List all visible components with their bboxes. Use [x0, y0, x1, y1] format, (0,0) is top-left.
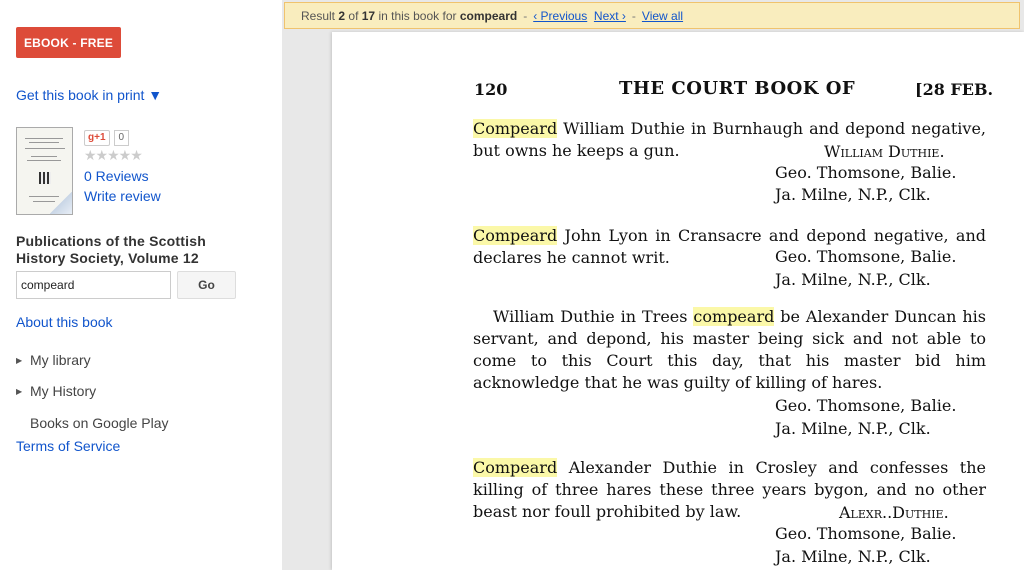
reviews-link[interactable]: 0 Reviews — [84, 168, 149, 184]
cover-emblem-icon — [39, 172, 51, 184]
books-on-google-play-link[interactable]: Books on Google Play — [30, 415, 169, 431]
signature-line: Ja. Milne, N.P., Clk. — [775, 270, 931, 289]
search-highlight: compeard — [693, 307, 775, 326]
triangle-right-icon: ▶ — [16, 355, 23, 365]
signature-line: Ja. Milne, N.P., Clk. — [775, 185, 931, 204]
search-in-book-input[interactable] — [16, 271, 171, 299]
entry-text: Alexander Duthie in Crosley and confesses the killing of three hares these three years bygon, and no other beast nor foull prohibited by law. — [473, 458, 986, 521]
write-review-link[interactable]: Write review — [84, 188, 161, 204]
google-plus-one[interactable] — [84, 130, 129, 146]
rating-stars-icon: ★★★★★ — [84, 147, 142, 163]
result-of: of — [348, 8, 359, 23]
google-plus-one-button[interactable]: g+1 — [84, 130, 110, 146]
running-title: THE COURT BOOK OF — [619, 78, 856, 99]
search-highlight: Compeard — [473, 226, 558, 245]
signature-line: Geo. Thomsone, Balie. — [775, 396, 957, 415]
get-book-in-print-link[interactable]: Get this book in print ▼ — [16, 87, 163, 103]
book-cover-thumbnail[interactable] — [16, 127, 73, 215]
my-history-item[interactable] — [16, 383, 96, 399]
signature-line: Ja. Milne, N.P., Clk. — [775, 547, 931, 566]
book-viewer[interactable] — [282, 0, 1024, 570]
result-query: compeard — [459, 8, 518, 23]
page-curl-icon — [50, 192, 72, 214]
result-middle: in this book for — [378, 8, 457, 23]
search-result-bar — [284, 2, 1020, 29]
terms-of-service-link[interactable]: Terms of Service — [16, 438, 121, 454]
signature-line: Geo. Thomsone, Balie. — [775, 163, 957, 182]
entry-text: William Duthie in Burnhaugh and depond negative, but owns he keeps a gun. — [473, 119, 986, 160]
sidebar — [0, 0, 282, 570]
page-number: 120 — [474, 80, 508, 99]
go-button[interactable]: Go — [177, 271, 236, 299]
triangle-right-icon: ▶ — [16, 386, 23, 396]
google-plus-one-count: 0 — [114, 130, 130, 146]
search-highlight: Compeard — [473, 119, 558, 138]
result-prefix: Result — [301, 8, 336, 23]
page-date: [28 FEB. — [915, 80, 994, 99]
my-library-label: My library — [30, 352, 91, 368]
entry-text: be Alexander Duncan his servant, and depond, his master being sick and not able to come to this Court this day, that his master bid him acknowledge that he was guilty of killing of hares. — [473, 307, 987, 392]
separator: - — [523, 8, 528, 23]
result-total: 17 — [361, 8, 376, 23]
result-current: 2 — [338, 8, 346, 23]
book-page — [332, 32, 1024, 570]
ebook-free-button[interactable]: EBOOK - FREE — [16, 27, 121, 58]
my-history-label: My History — [30, 383, 97, 399]
signature-line: William Duthie. — [824, 142, 945, 161]
separator: - — [631, 8, 636, 23]
signature-line: Geo. Thomsone, Balie. — [775, 524, 957, 543]
book-title: Publications of the Scottish History Society, Volume 12 — [16, 233, 206, 266]
about-this-book-link[interactable]: About this book — [16, 314, 113, 330]
next-result-link[interactable]: Next › — [593, 8, 626, 23]
signature-line: Geo. Thomsone, Balie. — [775, 247, 957, 266]
entry-text: William Duthie in Trees — [493, 307, 694, 326]
search-highlight: Compeard — [473, 458, 558, 477]
signature-line: Alexr..Duthie. — [839, 503, 949, 522]
entry-paragraph — [473, 306, 986, 394]
entry-text: John Lyon in Cransacre and depond negative, and declares he cannot writ. — [473, 226, 986, 267]
previous-result-link[interactable]: ‹ Previous — [533, 8, 588, 23]
signature-line: Ja. Milne, N.P., Clk. — [775, 419, 931, 438]
my-library-item[interactable] — [16, 352, 91, 368]
view-all-link[interactable]: View all — [641, 8, 684, 23]
